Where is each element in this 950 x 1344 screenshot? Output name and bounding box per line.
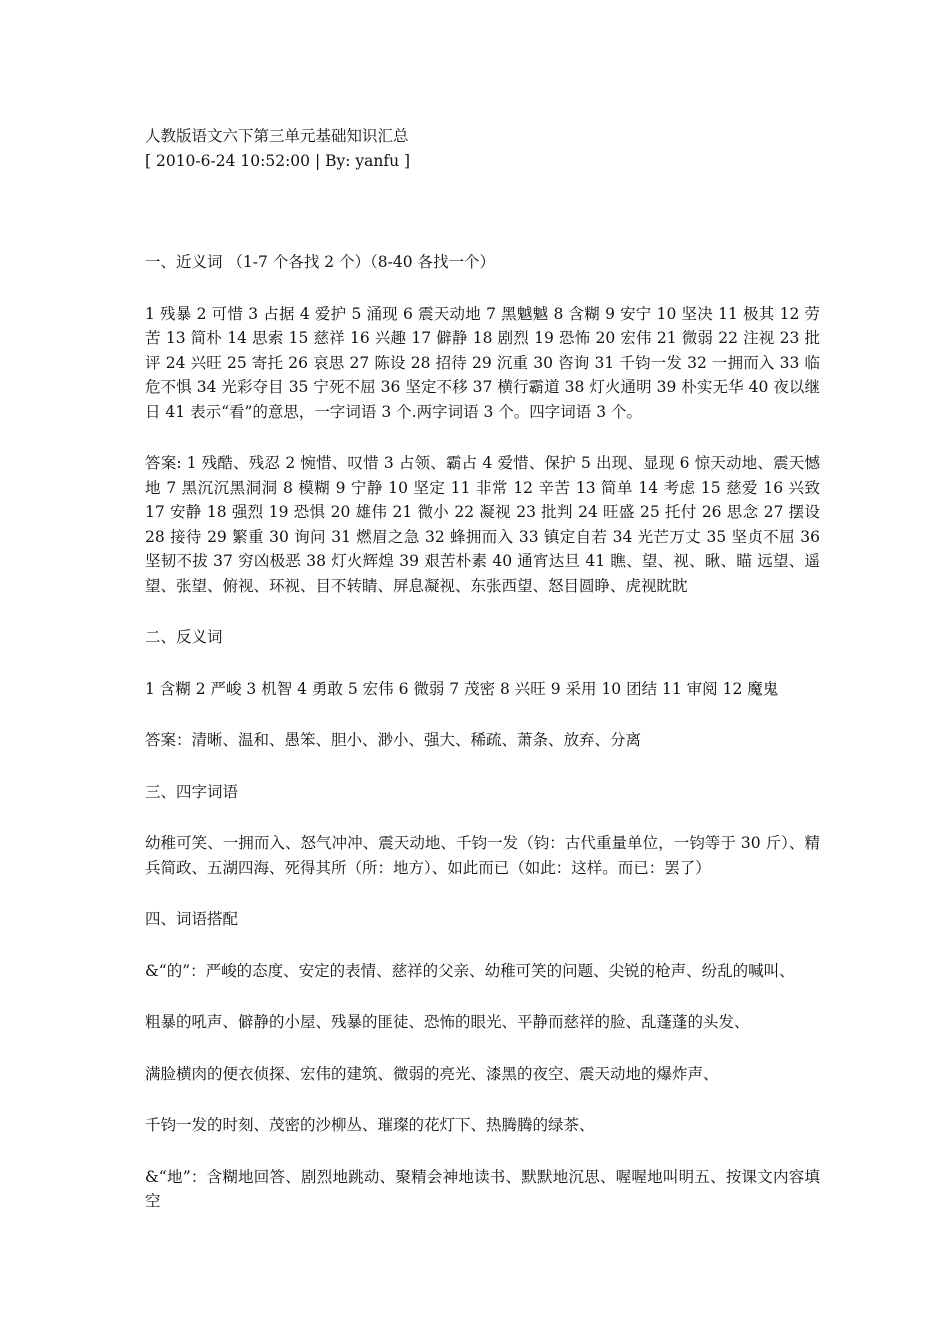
section-heading-idioms: 三、四字词语: [145, 782, 239, 801]
document-meta: [ 2010-6-24 10:52:00 | By: yanfu ]: [145, 151, 411, 170]
collocation-line: 满脸横肉的便衣侦探、宏伟的建筑、微弱的亮光、漆黑的夜空、震天动地的爆炸声、: [145, 1064, 719, 1083]
document-title: 人教版语文六下第三单元基础知识汇总: [145, 127, 409, 145]
collocation-line: &“地”：含糊地回答、剧烈地跳动、聚精会神地读书、默默地沉思、喔喔地叫明五、按课文内容填空: [145, 1167, 820, 1210]
collocation-line: 千钧一发的时刻、茂密的沙柳丛、璀璨的花灯下、热腾腾的绿茶、: [145, 1116, 595, 1134]
antonyms-question: 1 含糊 2 严峻 3 机智 4 勇敢 5 宏伟 6 微弱 7 茂密 8 兴旺 9 采用 10 团结 11 审阅 12 魔鬼: [145, 679, 779, 698]
synonyms-answer: 答案: 1 残酷、残忍 2 惋惜、叹惜 3 占领、霸占 4 爱惜、保护 5 出现、显现 6 惊天动地、震天憾地 7 黑沉沉黑洞洞 8 模糊 9 宁静 10 坚定 11 非常 12 辛苦 13 简单 14 考虑 15 慈爱 16 兴致 17 安静 18 强烈 19 恐惧 20 雄伟 21 微小 22 凝视 23 批判 24 旺盛 25 托付 26 思念 27 摆设 28 接待 29 繁重 30 询问 31 燃眉之急 32 蜂拥而入 33 镇定自若 34 光芒万丈 35 坚贞不屈 36 坚韧不拔 37 穷凶极恶 38 灯火辉煌 39 艰苦朴素 40 通宵达旦 41 瞧、望、视、瞅、瞄 远望、遥望、张望、俯视、环视、目不转睛、屏息凝视、东张西望、怒目圆睁、虎视眈眈: [145, 454, 820, 595]
document-page: [145, 124, 820, 1214]
idioms-body: 幼稚可笑、一拥而入、怒气冲冲、震天动地、千钧一发（钧：古代重量单位，一钧等于 30 斤）、精兵简政、五湖四海、死得其所（所：地方）、如此而已（如此：这样。而已：罢了）: [145, 834, 820, 877]
synonyms-question: 1 残暴 2 可惜 3 占据 4 爱护 5 涌现 6 震天动地 7 黑魆魆 8 含糊 9 安宁 10 坚决 11 极其 12 劳苦 13 简朴 14 思索 15 慈祥 16 兴趣 17 僻静 18 剧烈 19 恐怖 20 宏伟 21 微弱 22 注视 23 批评 24 兴旺 25 寄托 26 哀思 27 陈设 28 招待 29 沉重 30 咨询 31 千钧一发 32 一拥而入 33 临危不惧 34 光彩夺目 35 宁死不屈 36 坚定不移 37 横行霸道 38 灯火通明 39 朴实无华 40 夜以继日 41 表示“看”的意思，一字词语 3 个.两字词语 3 个。四字词语 3 个。: [145, 304, 820, 421]
section-heading-collocations: 四、词语搭配: [145, 910, 239, 928]
antonyms-answer: 答案：清晰、温和、愚笨、胆小、渺小、强大、稀疏、萧条、放弃、分离: [145, 731, 642, 749]
section-heading-antonyms: 二、反义词: [145, 628, 223, 646]
collocation-line: 粗暴的吼声、僻静的小屋、残暴的匪徒、恐怖的眼光、平静而慈祥的脸、乱蓬蓬的头发、: [145, 1013, 750, 1031]
collocation-line: &“的”：严峻的态度、安定的表情、慈祥的父亲、幼稚可笑的问题、尖锐的枪声、纷乱的喊叫、: [145, 961, 795, 980]
section-heading-synonyms: 一、近义词 （1-7 个各找 2 个）（8-40 各找一个）: [145, 253, 496, 271]
